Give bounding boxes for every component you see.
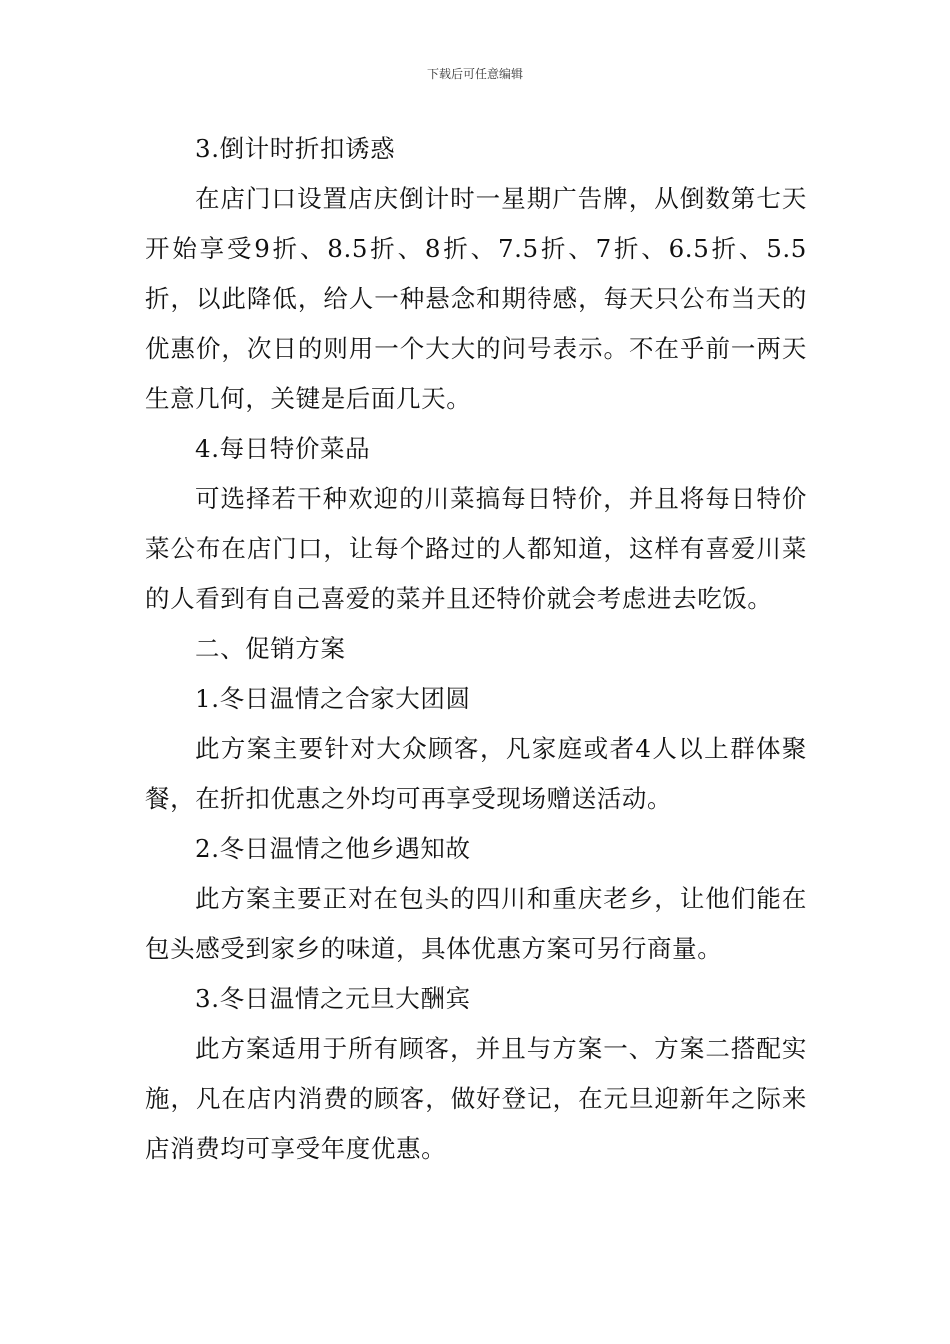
subheading-family-reunion: 1.冬日温情之合家大团圆 — [195, 684, 471, 713]
paragraph-hometown-friends: 此方案主要正对在包头的四川和重庆老乡，让他们能在包头感受到家乡的味道，具体优惠方案可另行商量。 — [145, 884, 807, 963]
subheading-hometown-friends: 2.冬日温情之他乡遇知故 — [195, 834, 471, 863]
paragraph-daily-special: 可选择若干种欢迎的川菜搞每日特价，并且将每日特价菜公布在店门口，让每个路过的人都知道，这样有喜爱川菜的人看到有自己喜爱的菜并且还特价就会考虑进去吃饭。 — [145, 484, 807, 613]
page-header-note: 下载后可任意编辑 — [426, 67, 523, 81]
document-body — [145, 124, 807, 1174]
subheading-new-year-sale: 3.冬日温情之元旦大酬宾 — [195, 984, 471, 1013]
paragraph-family-reunion: 此方案主要针对大众顾客，凡家庭或者4人以上群体聚餐，在折扣优惠之外均可再享受现场赠送活动。 — [145, 734, 807, 813]
paragraph-countdown-discount: 在店门口设置店庆倒计时一星期广告牌，从倒数第七天开始享受9折、8.5折、8折、7.5折、7折、6.5折、5.5折，以此降低，给人一种悬念和期待感，每天只公布当天的优惠价，次日的则用一个大大的问号表示。不在乎前一两天生意几何，关键是后面几天。 — [145, 184, 807, 413]
paragraph-new-year-sale: 此方案适用于所有顾客，并且与方案一、方案二搭配实施，凡在店内消费的顾客，做好登记，在元旦迎新年之际来店消费均可享受年度优惠。 — [145, 1034, 807, 1163]
section-heading-promotion-plan: 二、促销方案 — [195, 634, 346, 663]
section-heading-countdown-discount: 3.倒计时折扣诱惑 — [195, 134, 396, 163]
section-heading-daily-special: 4.每日特价菜品 — [195, 434, 371, 463]
